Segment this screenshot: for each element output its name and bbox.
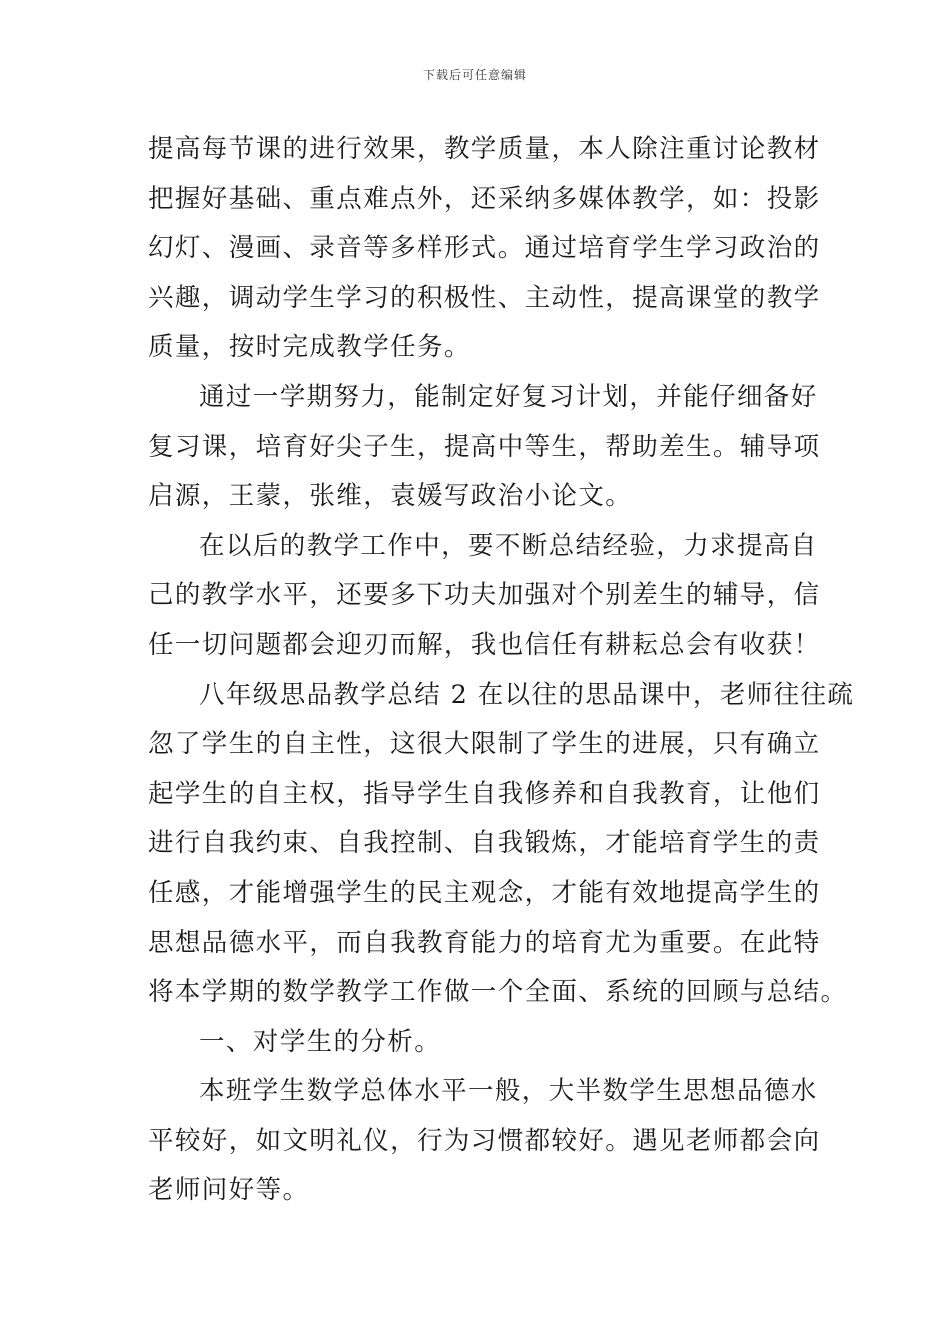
paragraph-5-heading [148,1018,818,1068]
page-header-note: 下载后可任意编辑 [422,68,527,82]
text-line: 提高每节课的进行效果，教学质量，本人除注重讨论教材 [148,134,821,164]
text-line: 进行自我约束、自我控制、自我锻炼，才能培育学生的责 [148,828,821,859]
text-line: 复习课，培育好尖子生，提高中等生，帮助差生。辅导项 [148,431,821,462]
paragraph-6 [148,1067,821,1216]
text-line: 八年级思品教学总结 2 在以往的思品课中，老师往往疏 [199,679,855,710]
text-line: 把握好基础、重点难点外，还采纳多媒体教学，如：投影 [148,183,821,214]
section-heading: 一、对学生的分析。 [199,1026,442,1057]
text-line: 兴趣，调动学生学习的积极性、主动性，提高课堂的教学 [148,282,821,313]
text-line: 任一切问题都会迎刃而解，我也信任有耕耘总会有收获！ [148,629,821,660]
document-body [148,125,855,1216]
text-line: 平较好，如文明礼仪，行为习惯都较好。遇见老师都会向 [148,1125,821,1156]
text-line: 老师问好等。 [148,1175,310,1206]
text-line: 通过一学期努力，能制定好复习计划，并能仔细备好 [199,381,818,412]
text-line: 忽了学生的自主性，这很大限制了学生的进展，只有确立 [148,729,821,760]
text-line: 将本学期的数学教学工作做一个全面、系统的回顾与总结。 [148,977,848,1008]
text-line: 本班学生数学总体水平一般，大半数学生思想品德水 [199,1076,818,1107]
paragraph-2 [148,373,821,522]
text-line: 在以后的教学工作中，要不断总结经验，力求提高自 [199,530,818,561]
text-line: 幻灯、漫画、录音等多样形式。通过培育学生学习政治的 [148,233,821,264]
text-line: 质量，按时完成教学任务。 [148,332,471,363]
text-line: 启源，王蒙，张维，袁媛写政治小论文。 [148,481,633,512]
text-line: 起学生的自主权，指导学生自我修养和自我教育，让他们 [148,778,821,809]
text-line: 己的教学水平，还要多下功夫加强对个别差生的辅导，信 [148,580,821,611]
text-line: 任感，才能增强学生的民主观念，才能有效地提高学生的 [148,877,821,908]
paragraph-3 [148,522,821,671]
paragraph-1 [148,125,821,373]
paragraph-4 [148,671,855,1018]
text-line: 思想品德水平，而自我教育能力的培育尤为重要。在此特 [148,927,821,958]
